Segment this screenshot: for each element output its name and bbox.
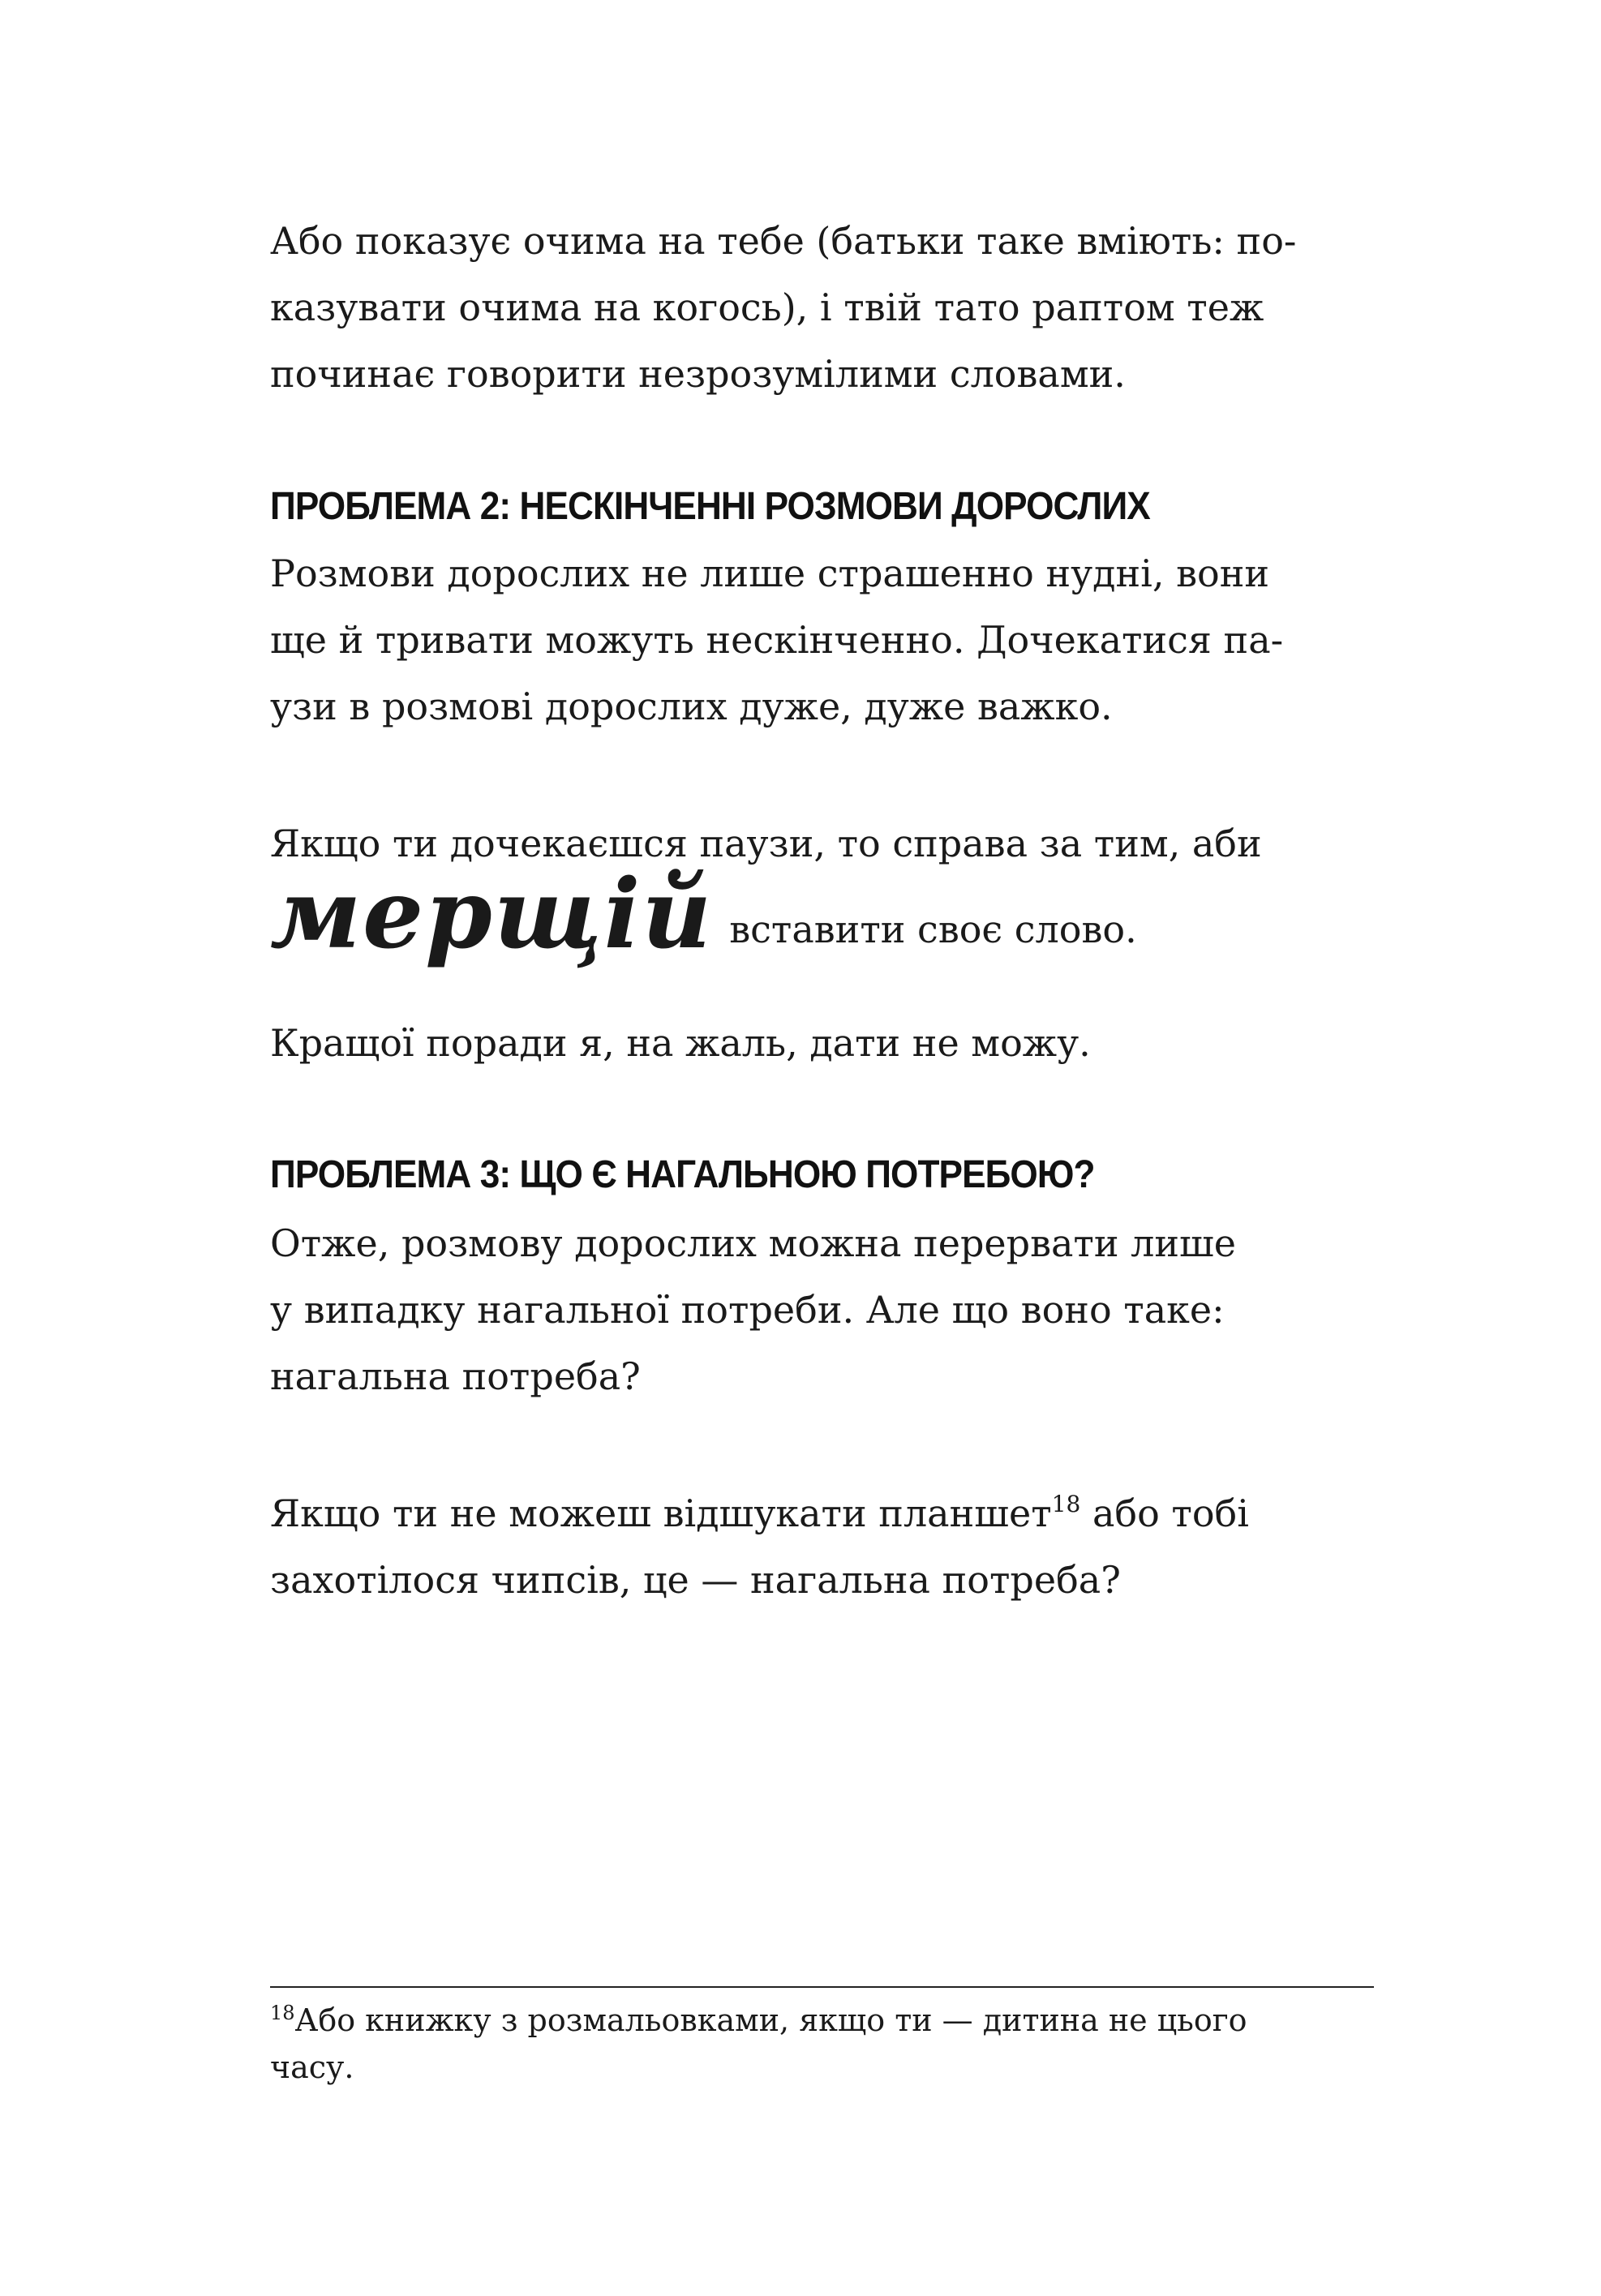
- footnote-reference[interactable]: 18: [1051, 1491, 1081, 1517]
- paragraph-1: [270, 208, 1374, 407]
- paragraph-1-line-2: казувати очима на когось), і твій тато раптом теж: [270, 285, 1264, 329]
- paragraph-1-line-3: починає говорити незрозумілими словами.: [270, 352, 1126, 396]
- paragraph-4: [270, 1010, 1374, 1076]
- footnote-divider: [270, 1986, 1374, 1988]
- paragraph-2-line-1: Розмови дорослих не лише страшенно нудні, вони: [270, 551, 1270, 595]
- section-heading-problem-2: [270, 479, 1374, 535]
- footnote-line-1: $^{18}$Або книжку з розмальовками, якщо ти — дитина не цього: [270, 2002, 1247, 2038]
- paragraph-4-line-1: Кращої поради я, на жаль, дати не можу.: [270, 1021, 1091, 1065]
- paragraph-3-line-1: Якщо ти дочекаєшся паузи, то справа за тим, аби: [270, 822, 1262, 865]
- paragraph-5-line-2: у випадку нагальної потреби. Але що воно таке:: [270, 1288, 1225, 1332]
- paragraph-6-line-2: захотілося чипсів, це — нагальна потреба?: [270, 1558, 1121, 1602]
- paragraph-2-line-3: узи в розмові дорослих дуже, дуже важко.: [270, 685, 1113, 728]
- paragraph-5-line-1: Отже, розмову дорослих можна перервати лише: [270, 1221, 1237, 1265]
- paragraph-6-line-1: Якщо ти не можеш відшукати планшет$^{18}$ або тобі: [270, 1491, 1249, 1535]
- paragraph-5-line-3: нагальна потреба?: [270, 1354, 641, 1398]
- paragraph-1-line-1: Або показує очима на тебе (батьки таке вміють: по-: [270, 219, 1297, 263]
- paragraph-3: [270, 810, 1374, 970]
- paragraph-3-line-2-text: вставити своє слово.: [729, 908, 1137, 951]
- emphasized-word: мерщій: [270, 857, 714, 970]
- paragraph-2-line-2: ще й тривати можуть нескінченно. Дочекатися па-: [270, 618, 1284, 662]
- paragraph-5: [270, 1210, 1374, 1410]
- heading-problem-2: ПРОБЛЕМА 2: НЕСКІНЧЕННІ РОЗМОВИ ДОРОСЛИХ: [270, 485, 1150, 528]
- heading-problem-3: ПРОБЛЕМА 3: ЩО Є НАГАЛЬНОЮ ПОТРЕБОЮ?: [270, 1153, 1095, 1196]
- footnote-line-2: часу.: [270, 2049, 354, 2085]
- footnote-number: 18: [270, 2002, 295, 2024]
- paragraph-2: [270, 540, 1374, 740]
- section-heading-problem-3: [270, 1147, 1374, 1204]
- paragraph-3-line-2: [270, 857, 1374, 970]
- paragraph-6: [270, 1480, 1374, 1613]
- footnote: [270, 1997, 1374, 2091]
